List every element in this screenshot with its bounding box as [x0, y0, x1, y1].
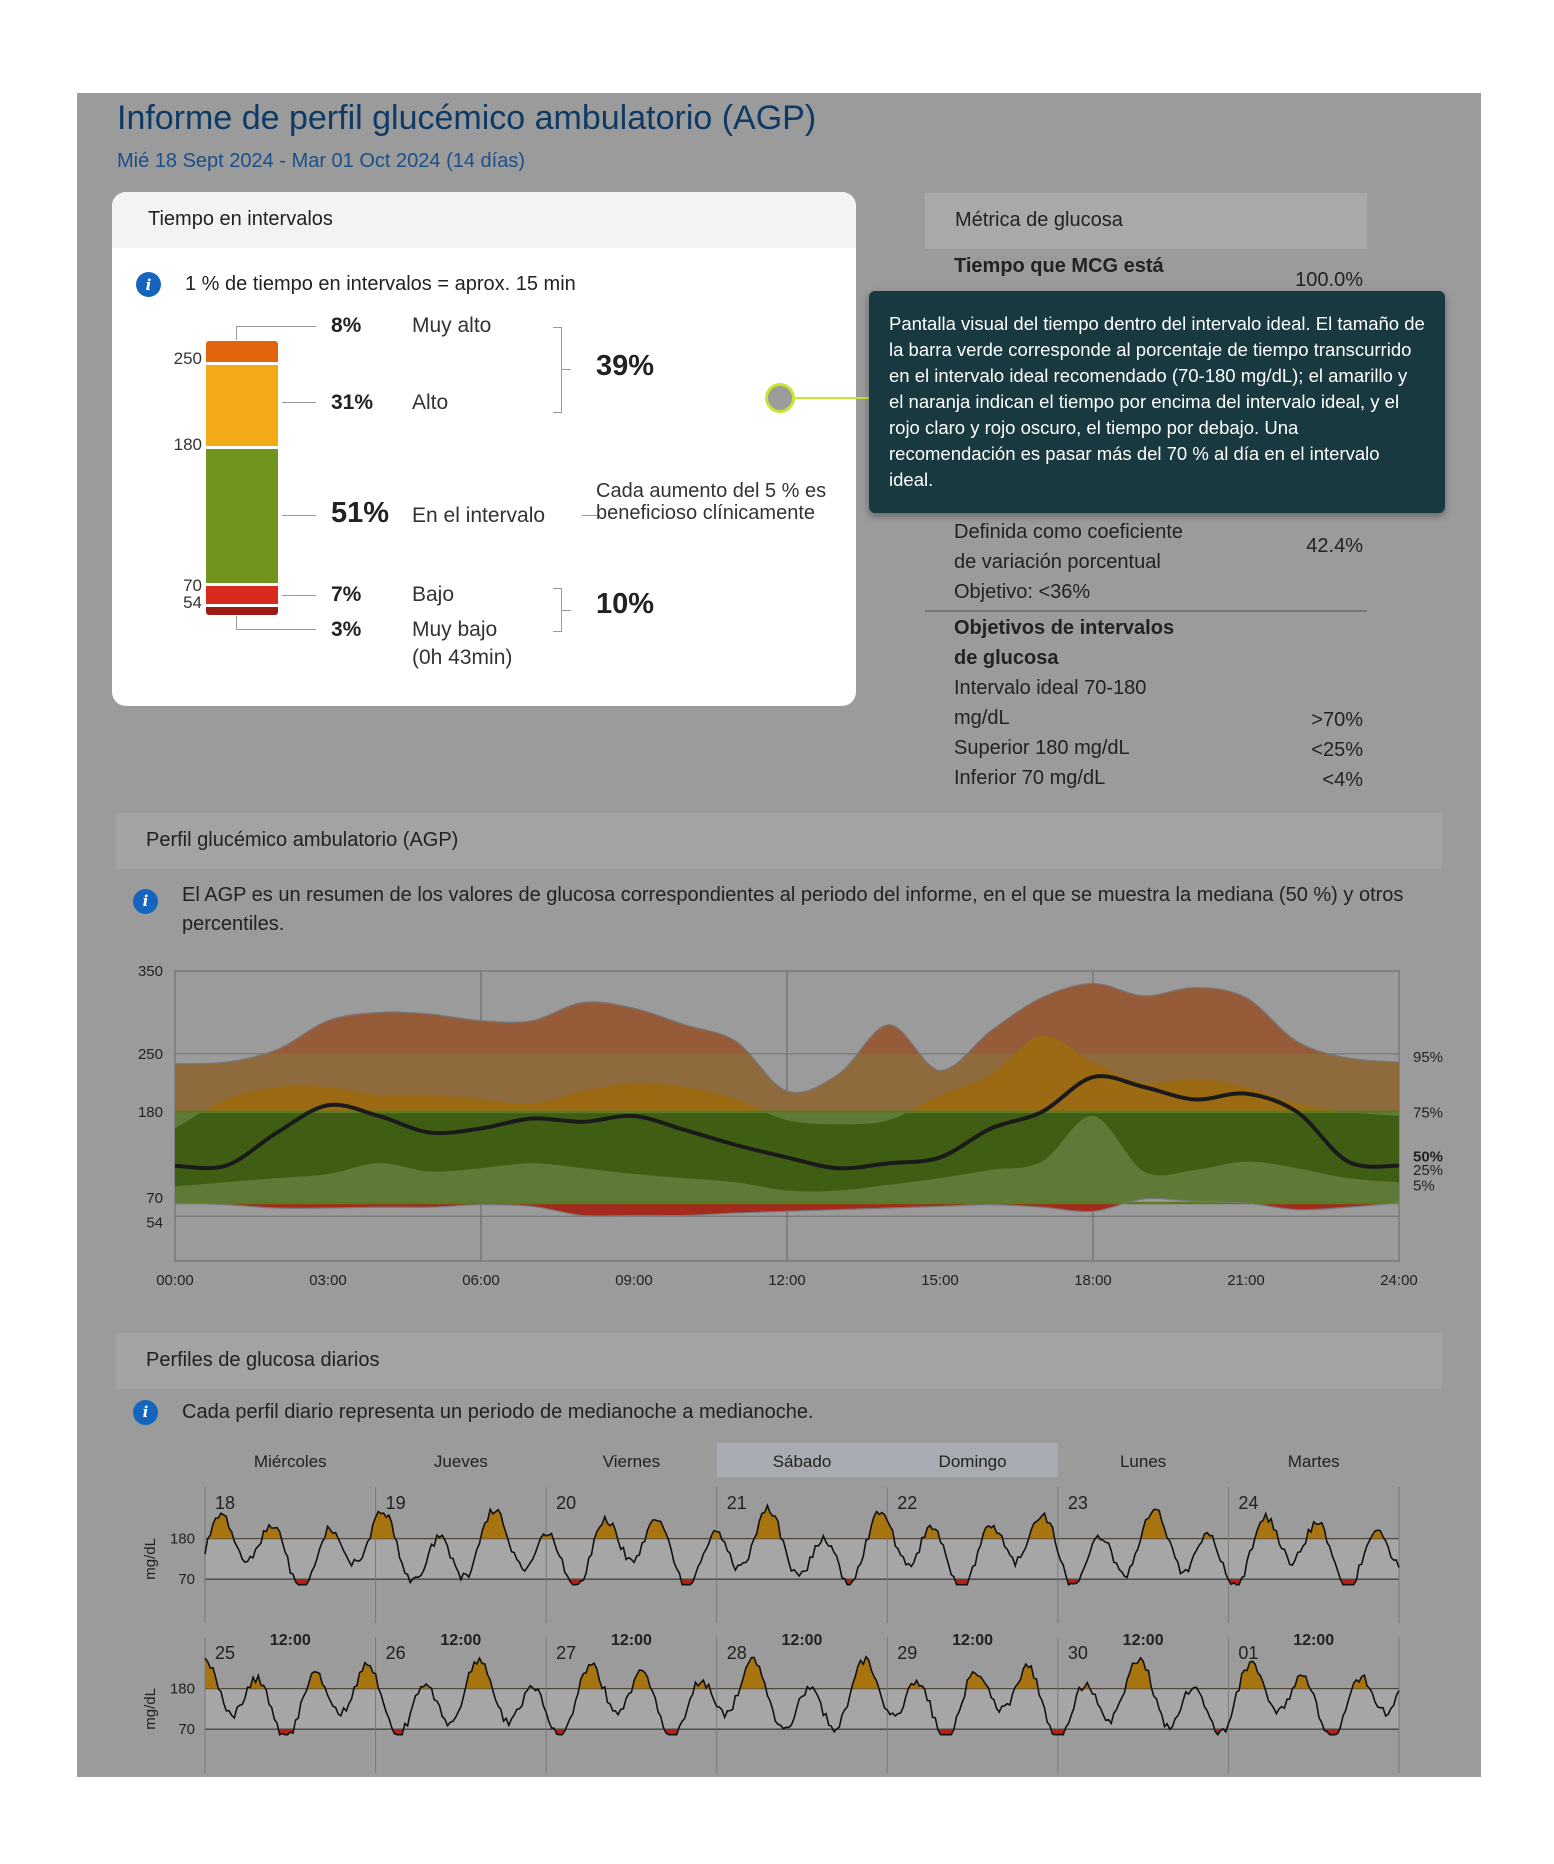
target-range-value: >70% — [1311, 709, 1363, 731]
cgm-active-value: 100.0% — [1295, 269, 1363, 291]
agp-percentile-label: 75% — [1413, 1104, 1444, 1122]
targets-heading-2: de glucosa — [954, 647, 1059, 669]
tooltip-anchor-icon[interactable] — [765, 383, 795, 413]
cv-definition-2: de variación porcentual — [954, 551, 1161, 573]
daily-date-label: 19 — [385, 1493, 406, 1513]
very-high-pct: 8% — [331, 314, 362, 337]
daily-date-label: 29 — [897, 1643, 918, 1663]
info-icon[interactable]: i — [136, 272, 161, 297]
tir-heading: Tiempo en intervalos — [112, 192, 856, 248]
very-high-label: Muy alto — [412, 314, 492, 337]
leader-low — [282, 595, 316, 596]
bracket-below-top — [553, 588, 561, 589]
high-label: Alto — [412, 391, 449, 414]
daily-date-label: 24 — [1238, 1493, 1259, 1513]
leader-very-low-v — [236, 616, 237, 630]
bar-very-high — [206, 341, 278, 365]
agp-percentile-label: 25% — [1413, 1161, 1444, 1179]
daily-y-tick: 180 — [169, 1530, 195, 1548]
agp-percentile-label: 5% — [1413, 1177, 1435, 1195]
bracket-below-tick — [561, 610, 571, 611]
bar-very-low — [206, 607, 278, 615]
targets-heading-1: Objetivos de intervalos — [954, 617, 1175, 639]
tick-180: 180 — [173, 435, 202, 454]
page-title: Informe de perfil glucémico ambulatorio (AGP) — [117, 99, 817, 137]
daily-date-label: 23 — [1067, 1493, 1088, 1513]
agp-x-tick: 21:00 — [1227, 1272, 1265, 1289]
info-icon[interactable]: i — [133, 1400, 158, 1425]
daily-date-label: 30 — [1067, 1643, 1088, 1663]
tir-stacked-bar — [206, 341, 278, 615]
metrics-heading: Métrica de glucosa — [925, 193, 1367, 249]
daily-y-tick: 180 — [169, 1680, 195, 1698]
weekday-label: Domingo — [938, 1452, 1007, 1471]
daily-date-label: 25 — [215, 1643, 236, 1663]
agp-x-tick: 18:00 — [1074, 1272, 1112, 1289]
agp-x-tick: 12:00 — [768, 1272, 806, 1289]
target-below-value: <4% — [1322, 769, 1363, 791]
tick-54: 54 — [183, 593, 202, 612]
daily-heading: Perfiles de glucosa diarios — [116, 1333, 1442, 1389]
daily-date-label: 26 — [385, 1643, 406, 1663]
metrics-divider — [925, 610, 1367, 612]
target-range-label-2: mg/dL — [954, 707, 1010, 729]
leader-very-high — [236, 326, 316, 327]
agp-info-text: El AGP es un resumen de los valores de glucosa correspondientes al periodo del informe, en el que se muestra la mediana (50 %) y otros percentiles. — [182, 884, 1404, 935]
tir-info-text: 1 % de tiempo en intervalos = aprox. 15 min — [185, 273, 576, 295]
daily-info-text: Cada perfil diario representa un periodo de medianoche a medianoche. — [182, 1401, 814, 1423]
bracket-above-bottom — [553, 412, 561, 413]
bar-in-range — [206, 449, 278, 586]
agp-x-tick: 03:00 — [309, 1272, 347, 1289]
daily-date-label: 01 — [1238, 1643, 1259, 1663]
cv-definition-1: Definida como coeficiente — [954, 521, 1184, 543]
daily-noon-label: 12:00 — [610, 1632, 652, 1649]
bracket-above-tick — [561, 369, 571, 370]
below-range-total: 10% — [596, 588, 655, 620]
agp-report-page — [77, 93, 1481, 1777]
above-range-total: 39% — [596, 350, 655, 382]
leader-very-high-v — [236, 326, 237, 340]
agp-x-tick: 06:00 — [462, 1272, 500, 1289]
daily-y-tick: 70 — [178, 1571, 195, 1589]
daily-noon-label: 12:00 — [781, 1632, 823, 1649]
leader-very-low — [236, 629, 316, 630]
daily-date-label: 28 — [726, 1643, 747, 1663]
weekday-label: Sábado — [772, 1452, 832, 1471]
agp-y-tick: 54 — [146, 1214, 163, 1232]
tir-tooltip: Pantalla visual del tiempo dentro del intervalo ideal. El tamaño de la barra verde corresponde al porcentaje de tiempo transcurrido en el intervalo ideal recomendado (70-180 mg/dL); el amarillo y el naranja indican el tiempo por encima del intervalo ideal, y el rojo claro y rojo oscuro, el tiempo por debajo. Una recomendación es pasar más del 70 % al día en el intervalo ideal. — [869, 291, 1445, 513]
daily-date-label: 27 — [556, 1643, 577, 1663]
weekday-label: Lunes — [1119, 1452, 1167, 1471]
low-pct: 7% — [331, 583, 362, 606]
weekday-label: Jueves — [433, 1452, 488, 1471]
daily-y-tick: 70 — [178, 1721, 195, 1739]
tick-70: 70 — [183, 576, 202, 595]
agp-heading: Perfil glucémico ambulatorio (AGP) — [116, 813, 1442, 869]
high-pct: 31% — [331, 391, 374, 414]
daily-noon-label: 12:00 — [952, 1632, 994, 1649]
cv-value: 42.4% — [1306, 535, 1363, 557]
daily-date-label: 20 — [556, 1493, 577, 1513]
target-below-label: Inferior 70 mg/dL — [954, 767, 1106, 789]
date-range: Mié 18 Sept 2024 - Mar 01 Oct 2024 (14 días) — [117, 150, 525, 172]
cgm-active-label: Tiempo que MCG está — [954, 255, 1164, 277]
very-low-label: Muy bajo — [412, 618, 498, 641]
time-in-range-card — [112, 192, 856, 706]
agp-percentile-label: 50% — [1413, 1148, 1444, 1166]
agp-y-tick: 350 — [137, 963, 163, 980]
bracket-above-top — [553, 327, 561, 328]
leader-high — [282, 402, 316, 403]
tick-250: 250 — [173, 349, 202, 368]
daily-date-label: 21 — [726, 1493, 747, 1513]
very-low-pct: 3% — [331, 618, 362, 641]
agp-y-tick: 180 — [137, 1103, 163, 1121]
weekday-label: Viernes — [602, 1452, 661, 1471]
low-label: Bajo — [412, 583, 455, 606]
daily-noon-label: 12:00 — [1293, 1632, 1335, 1649]
bracket-above — [561, 327, 562, 413]
weekday-label: Miércoles — [253, 1452, 327, 1471]
target-above-label: Superior 180 mg/dL — [954, 737, 1130, 759]
info-icon[interactable]: i — [133, 889, 158, 914]
daily-date-label: 18 — [215, 1493, 236, 1513]
in-range-note: Cada aumento del 5 % es beneficioso clínicamente — [596, 480, 827, 524]
tooltip-connector — [795, 397, 871, 399]
bar-high — [206, 365, 278, 449]
in-range-pct: 51% — [331, 497, 390, 529]
agp-info-row — [133, 881, 1433, 939]
agp-y-tick: 70 — [146, 1190, 163, 1207]
agp-y-tick: 250 — [137, 1045, 163, 1063]
target-range-label-1: Intervalo ideal 70-180 — [954, 677, 1147, 699]
tir-info-row — [136, 272, 576, 297]
daily-date-label: 22 — [897, 1493, 918, 1513]
daily-noon-label: 12:00 — [440, 1632, 482, 1649]
very-low-time: (0h 43min) — [412, 646, 513, 669]
target-above-value: <25% — [1311, 739, 1363, 761]
weekend-highlight — [717, 1443, 1058, 1477]
daily-profiles-chart — [77, 1443, 1481, 1777]
bar-low — [206, 586, 278, 607]
daily-range-band — [205, 1689, 1399, 1730]
agp-percentile-label: 95% — [1413, 1049, 1444, 1067]
daily-y-axis-label: mg/dL — [142, 1688, 159, 1730]
daily-noon-label: 12:00 — [1122, 1632, 1164, 1649]
daily-y-axis-label: mg/dL — [142, 1538, 159, 1580]
weekday-label: Martes — [1287, 1452, 1340, 1471]
cv-target: Objetivo: <36% — [954, 581, 1091, 603]
in-range-label: En el intervalo — [412, 504, 546, 527]
bracket-below-bottom — [553, 631, 561, 632]
agp-x-tick: 00:00 — [156, 1272, 194, 1289]
agp-x-tick: 15:00 — [921, 1272, 959, 1289]
agp-x-tick: 24:00 — [1380, 1272, 1418, 1289]
leader-in-range — [282, 515, 316, 516]
agp-chart — [77, 953, 1481, 1333]
agp-x-tick: 09:00 — [615, 1272, 653, 1289]
daily-noon-label: 12:00 — [269, 1632, 311, 1649]
daily-info-row — [133, 1398, 814, 1427]
